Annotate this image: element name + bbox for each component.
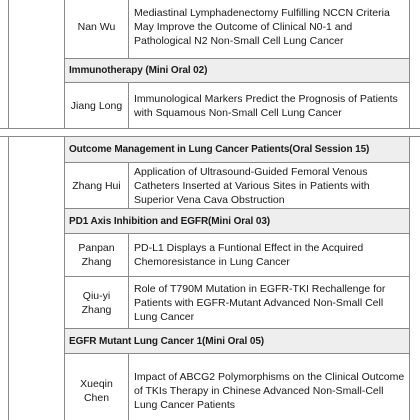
left-margin-column	[0, 0, 65, 128]
session-header: Immunotherapy (Mini Oral 02)	[65, 59, 409, 83]
presenter-name: Qiu-yi Zhang	[65, 277, 129, 328]
presenter-name: Zhang Hui	[65, 163, 129, 208]
presentation-title: PD-L1 Displays a Funtional Effect in the Acquired Chemoresistance in Lung Cancer	[134, 242, 364, 268]
table-row	[65, 83, 409, 128]
presenter-name: Jiang Long	[65, 83, 129, 128]
session-header: EGFR Mutant Lung Cancer 1(Mini Oral 05)	[65, 329, 409, 354]
session-header: PD1 Axis Inhibition and EGFR(Mini Oral 03)	[65, 209, 409, 234]
left-margin-divider	[8, 0, 9, 128]
table-row	[65, 354, 409, 420]
presenter-name: Panpan Zhang	[65, 234, 129, 276]
sessions-table-bottom	[64, 137, 410, 420]
presenter-name: Xueqin Chen	[65, 354, 129, 420]
table-row	[65, 0, 409, 59]
presentation-title: Role of T790M Mutation in EGFR-TKI Rechallenge for Patients with EGFR-Mutant Advanced Non-Small Cell Lung Cancer	[134, 282, 386, 323]
presenter-name: Nan Wu	[65, 0, 129, 58]
schedule-table-top	[0, 0, 420, 129]
session-header: Outcome Management in Lung Cancer Patients(Oral Session 15)	[65, 137, 409, 163]
sessions-table-top	[64, 0, 410, 128]
table-row	[65, 234, 409, 277]
left-margin-divider	[8, 137, 9, 420]
presentation-title: Application of Ultrasound-Guided Femoral Venous Catheters Inserted at Various Sites in Patients with Superior Vena Cava Obstruction	[134, 165, 370, 206]
presentation-title: Mediastinal Lymphadenectomy Fulfilling NCCN Criteria May Improve the Outcome of Clinical N0-1 and Pathological N2 Non-Small Cell Lung Cancer	[134, 6, 390, 47]
presentation-title: Impact of ABCG2 Polymorphisms on the Clinical Outcome of TKIs Therapy in Chinese Advanced Non-Small-Cell Lung Cancer Patients	[134, 370, 405, 411]
presentation-title: Immunological Markers Predict the Prognosis of Patients with Squamous Non-Small Cell Lung Cancer	[134, 92, 398, 119]
schedule-table-bottom	[0, 136, 420, 420]
left-margin-column	[0, 137, 65, 420]
table-row	[65, 277, 409, 329]
table-row	[65, 163, 409, 209]
